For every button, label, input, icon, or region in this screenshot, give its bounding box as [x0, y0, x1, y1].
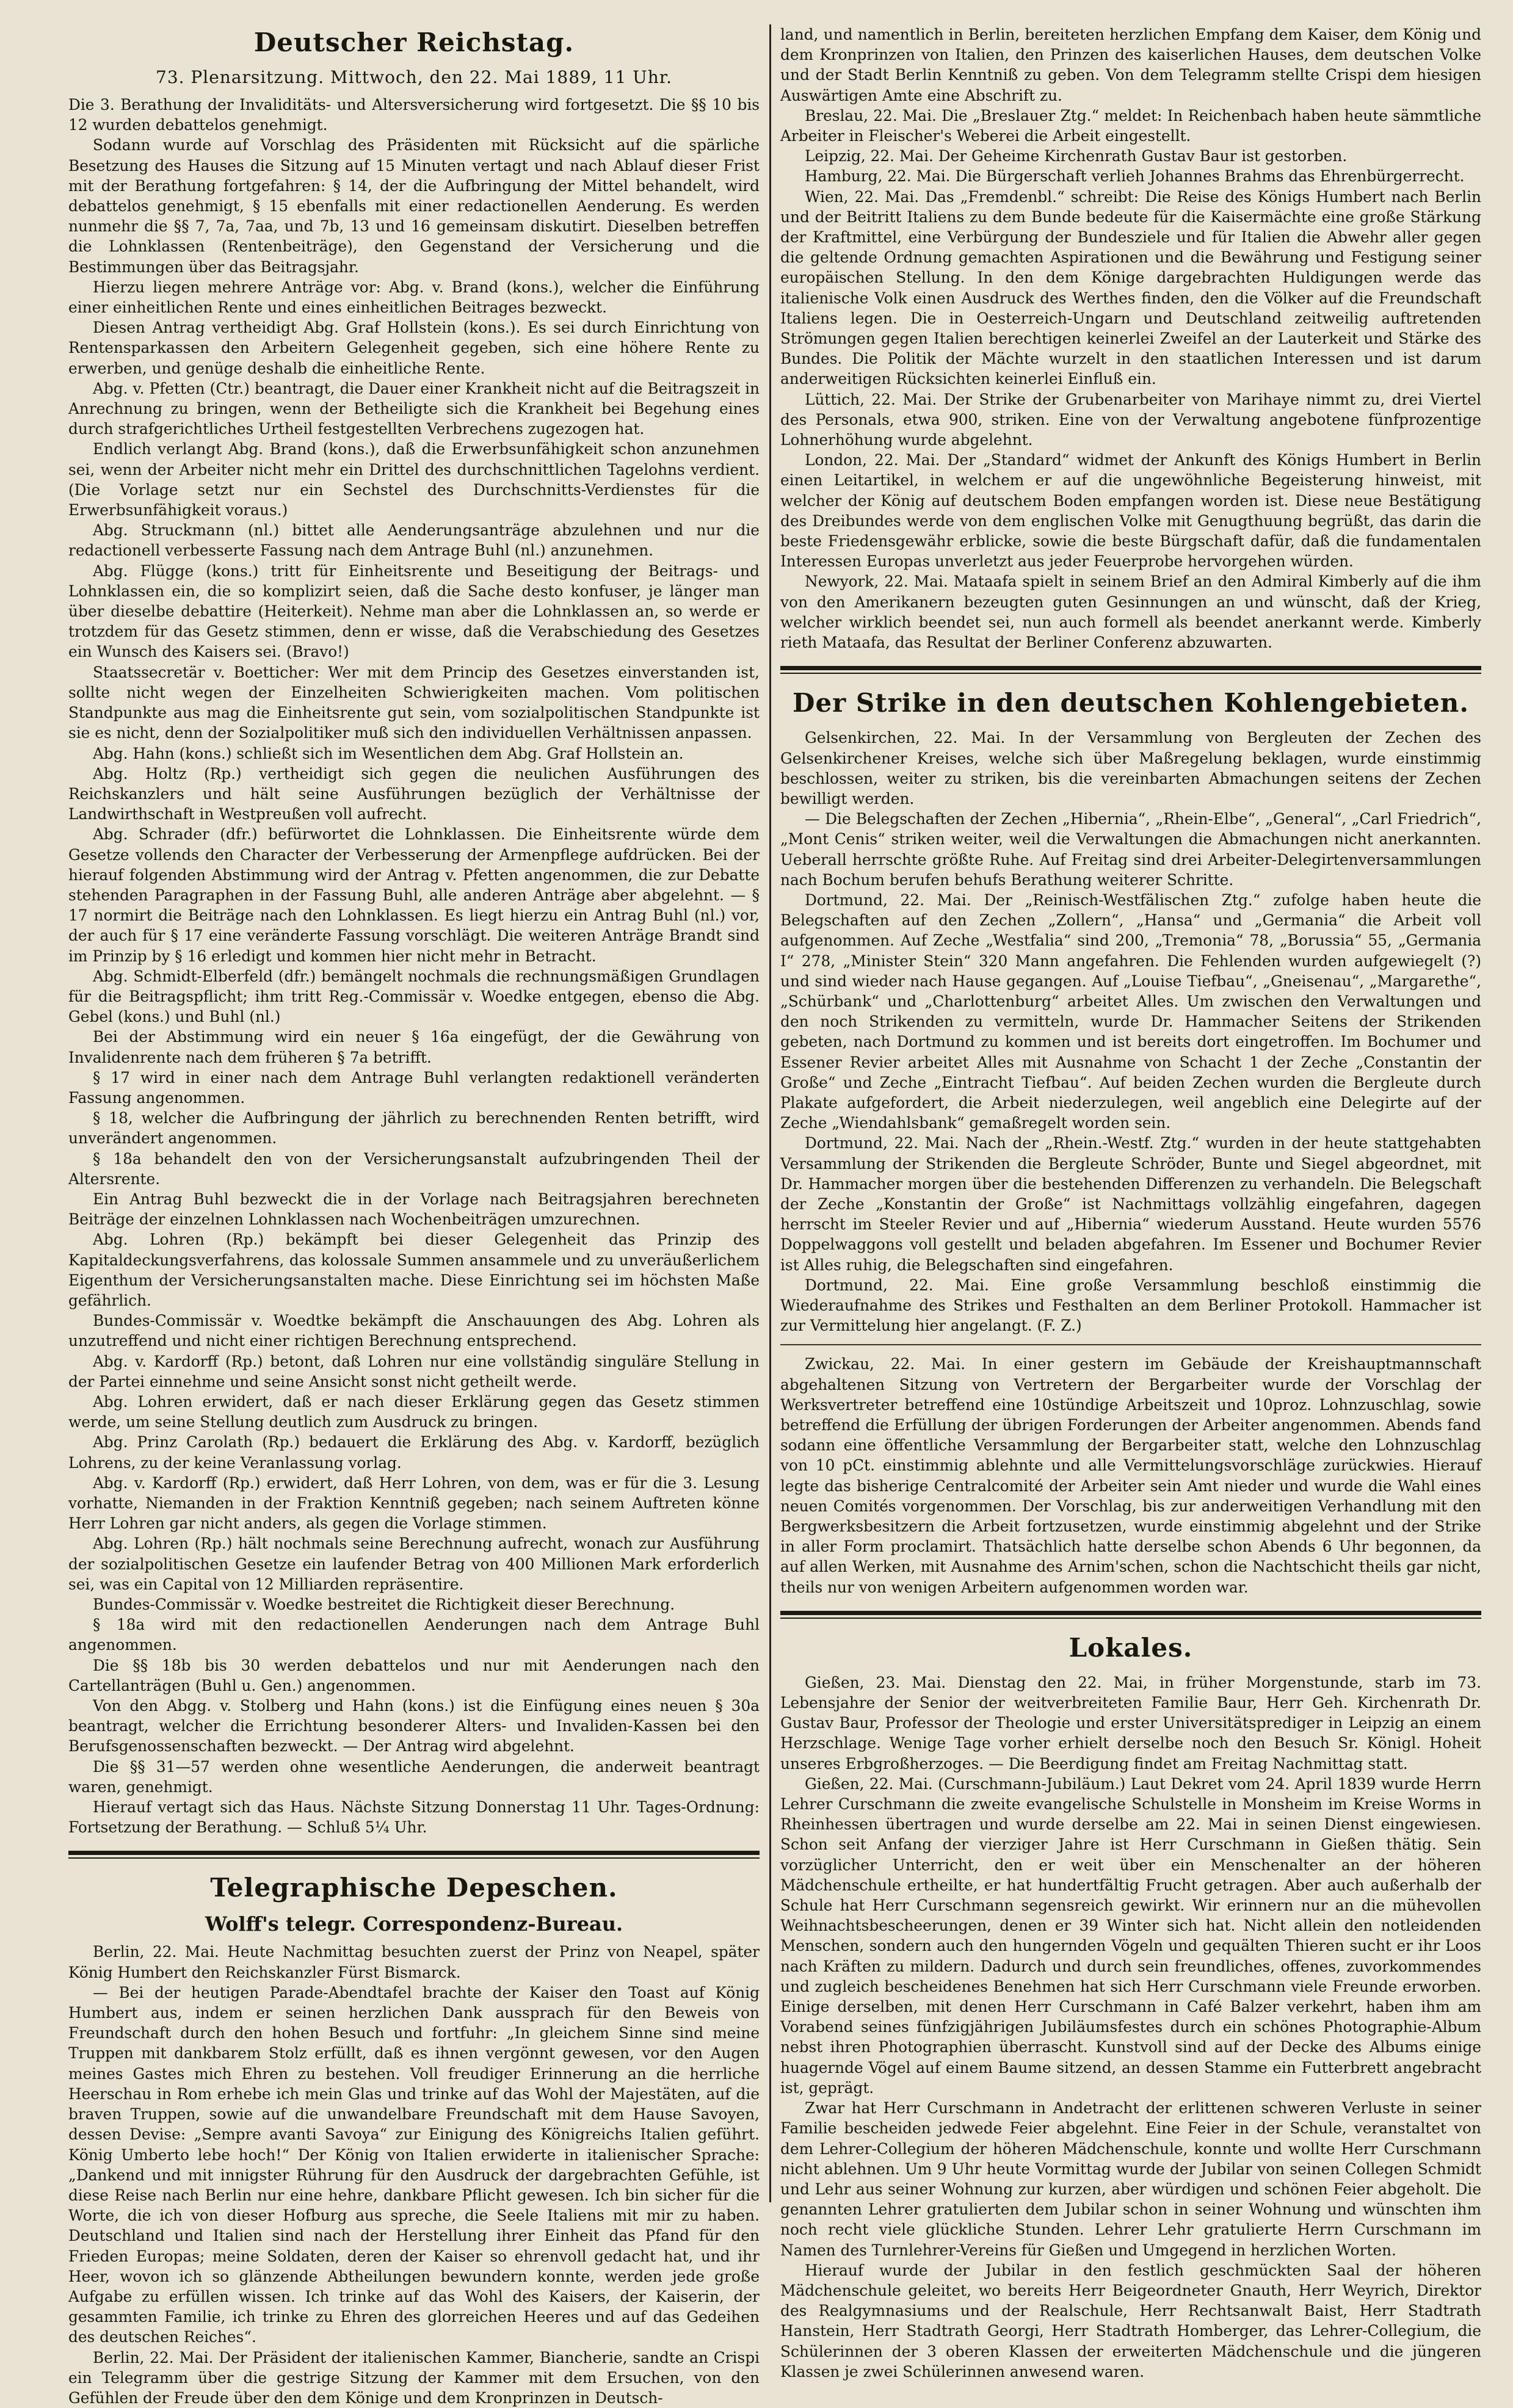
paragraph: Gießen, 22. Mai. (Curschmann-Jubiläum.) Laut Dekret vom 24. April 1839 wurde Herrn Lehrer Curschmann die zweite evangelische Schulstelle in Monsheim im Kreise Worms in Rheinhessen übertragen und wurde derselbe am 22. Mai in seinen Dienst eingewiesen. Schon seit Anfang der vierziger Jahre ist Herr Curschmann in Gießen thätig. Sein vorzüglicher Unterricht, den er weit über ein Menschenalter an der höheren Mädchenschule ertheilte, er hat hundertfältig Frucht getragen. Aber auch außerhalb der Schule hat Herr Curschmann segensreich gewirkt. Wir erinnern nur an die mühevollen Weihnachtsbescheerungen, denen er 39 Winter sich hat. Nicht allein den notleidenden Menschen, sondern auch den hungernden Vögeln und gequälten Thieren sucht er ihr Loos nach Kräften zu mildern. Dadurch und durch sein freundliches, offenes, zuvorkommendes und zugleich bescheidenes Benehmen hat sich Herr Curschmann viele Freunde erworben. Einige derselben, mit denen Herr Curschmann in Café Balzer verkehrt, haben ihm am Vorabend seines fünfzigjährigen Jubiläumsfestes durch ein schönes Photographie-Album nebst ihren Photographien überrascht. Kunstvoll sind auf der Decke des Albums einige huagernde Vögel auf einem Baume sitzend, an dessen Stamme ein Futterbrett angebracht ist, geprägt. [780, 1774, 1481, 2097]
paragraph: Abg. Hahn (kons.) schließt sich im Wesentlichen dem Abg. Graf Hollstein an. [93, 744, 684, 762]
paragraph: Abg. Holtz (Rp.) vertheidigt sich gegen die neulichen Ausführungen des Reichskanzlers und hält seine Ausführungen bezüglich der Verhältnisse der Landwirthschaft in Westpreußen voll aufrecht. [68, 764, 760, 823]
paragraph: Abg. v. Kardorff (Rp.) betont, daß Lohren nur eine vollständig singuläre Stellung in der Partei einnehme und seine Ansicht sonst nicht getheilt werde. [68, 1352, 760, 1390]
telegraph-body [68, 1942, 760, 2408]
paragraph: London, 22. Mai. Der „Standard“ widmet der Ankunft des Königs Humbert in Berlin einen Leitartikel, in welchem er auf die ungewöhnliche Begeisterung hinweist, mit welcher der König auf deutschem Boden empfangen worden ist. Diese neue Bestätigung des Dreibundes werde von dem englischen Volke mit Genugthuung begrüßt, das darin die beste Friedensgewähr erblicke, sowie die beste Bürgschaft dafür, daß die fundamentalen Interessen Europas unverletzt aus jeder Feuerprobe hervorgehen würden. [780, 451, 1481, 571]
paragraph: Hamburg, 22. Mai. Die Bürgerschaft verlieh Johannes Brahms das Ehrenbürgerrecht. [805, 167, 1465, 186]
section-rule-thin [780, 1618, 1481, 1619]
paragraph: Lüttich, 22. Mai. Der Strike der Grubenarbeiter von Marihaye nimmt zu, drei Viertel des Personals, etwa 900, striken. Eine von der Verwaltung angebotene fünfprozentige Lohnerhöhung wurde abgelehnt. [780, 390, 1481, 449]
local-body [780, 1672, 1481, 2382]
paragraph: Zwar hat Herr Curschmann in Andetracht der erlittenen schweren Verluste in seiner Familie bescheiden jedwede Feier abgelehnt. Eine Feier in der Schule, veranstaltet von dem Lehrer-Collegium der höheren Mädchenschule, konnte und wollte Herr Curschmann nicht ablehnen. Um 9 Uhr heute Vormittag wurde der Jubilar von seinen Collegen Schmidt und Lehr aus seiner Wohnung zur kurzen, aber würdigen und schönen Feier abgeholt. Die genannten Lehrer gratulierten dem Jubilar schon in seiner Wohnung und wünschten ihm noch recht viele glückliche Stunden. Lehrer Lehr gratulierte Herrn Curschmann im Namen des Turnlehrer-Vereins für Gießen und Umgegend in herzlichen Worten. [780, 2099, 1481, 2259]
column-divider [769, 24, 771, 2202]
paragraph: Abg. Schrader (dfr.) befürwortet die Lohnklassen. Die Einheitsrente würde dem Gesetze vollends den Character der Verbesserung der Armenpflege aufdrücken. Bei der hierauf folgenden Abstimmung wird der Antrag v. Pfetten angenommen, die zur Debatte stehenden Paragraphen in der Fassung Buhl, alle anderen Anträge aber abgelehnt. — § 17 normirt die Beiträge nach den Lohnklassen. Es liegt hierzu ein Antrag Buhl (nl.) vor, der auch für § 17 eine veränderte Fassung vorschlägt. Die weiteren Anträge Brandt sind im Prinzip by § 16 erledigt und kommen hier nicht mehr in Betracht. [68, 825, 760, 965]
paragraph: § 18a wird mit den redactionellen Aenderungen nach dem Antrage Buhl angenommen. [68, 1616, 760, 1654]
paragraph: land, und namentlich in Berlin, bereiteten herzlichen Empfang dem Kaiser, dem König und dem Kronprinzen von Italien, den Prinzen des kaiserlichen Hauses, dem deutschen Volke und der Stadt Berlin Kenntniß zu geben. Von dem Telegramm stellte Crispi dem hiesigen Auswärtigen Amte eine Abschrift zu. [780, 26, 1481, 104]
paragraph: Dortmund, 22. Mai. Nach der „Rhein.-Westf. Ztg.“ wurden in der heute stattgehabten Versammlung der Strikenden die Bergleute Schröder, Bunte und Siegel abgeordnet, mit Dr. Hammacher morgen über die bestehenden Differenzen zu verhandeln. Die Belegschaft der Zeche „Konstantin der Große“ ist Nachmittags vollzählig eingefahren, dagegen herrscht im Steeler Revier und auf „Hibernia“ wiederum Ausstand. Heute wurden 5576 Doppelwaggons voll gestellt und beladen abgefahren. Im Essener und Bochumer Revier ist Alles ruhig, die Belegschaften sind eingefahren. [780, 1134, 1481, 1274]
paragraph: Diesen Antrag vertheidigt Abg. Graf Hollstein (kons.). Es sei durch Einrichtung von Rentensparkassen den Arbeitern Gelegenheit gegeben, sich eine höhere Rente zu erwerben, und genüge deshalb die einheitliche Rente. [68, 319, 760, 377]
telegraph-continued [780, 24, 1481, 653]
section-rule-heavy [68, 1851, 760, 1855]
paragraph: § 18, welcher die Aufbringung der jährlich zu berechnenden Renten betrifft, wird unverändert angenommen. [68, 1109, 760, 1148]
strike-body [780, 728, 1481, 1597]
paragraph: Abg. v. Pfetten (Ctr.) beantragt, die Dauer einer Krankheit nicht auf die Beitragszeit in Anrechnung zu bringen, wenn der Betheiligte sich die Krankheit bei Begehung eines durch strafgerichtliches Urtheil festgestellten Verbrechens zugezogen hat. [68, 379, 760, 438]
right-column [780, 24, 1481, 2381]
paragraph: Hierauf wurde der Jubilar in den festlich geschmückten Saal der höheren Mädchenschule geleitet, wo bereits Herr Beigeordneter Gnauth, Herr Weyrich, Direktor des Realgymnasiums und der Realschule, Herr Rechtsanwalt Baist, Herr Stadtrath Hanstein, Herr Stadtrath Georgi, Herr Stadtrath Homberger, das Lehrer-Collegium, die Schülerinnen der 3 oberen Klassen der erweiterten Mädchenschule und die jüngeren Klassen je zwei Schülerinnen anwesend waren. [780, 2261, 1481, 2381]
paragraph: Zwickau, 22. Mai. In einer gestern im Gebäude der Kreishauptmannschaft abgehaltenen Sitzung von Vertretern der Bergarbeiter wurde der Vorschlag der Werksvertreter betreffend eine 10stündige Arbeitszeit und 10proz. Lohnzuschlag, sowie betreffend die Erfüllung der übrigen Forderungen der Arbeiter angenommen. Abends fand sodann eine öffentliche Versammlung der Bergarbeiter statt, welche den Lohnzuschlag von 10 pCt. einstimmig ablehnte und alle Vermittelungsvorschläge zurückwies. Hierauf legte das bisherige Centralcomité der Arbeiter sein Amt nieder und wurde die Wahl eines neuen Comités vorgenommen. Der Vorschlag, bis zur anderweitigen Verhandlung mit den Bergwerksbesitzern die Arbeit fortzusetzen, wurde einstimmig abgelehnt und der Strike in aller Form proclamirt. Thatsächlich hatte derselbe schon Abends 6 Uhr begonnen, da auf allen Werken, mit Ausnahme des Arnim'schen, schon die Nachtschicht theils gar nicht, theils nur von wenigen Arbeitern aufgenommen worden war. [780, 1355, 1481, 1596]
paragraph: Die 3. Berathung der Invaliditäts- und Altersversicherung wird fortgesetzt. Die §§ 10 bis 12 wurden debattelos genehmigt. [68, 96, 760, 134]
paragraph: § 18a behandelt den von der Versicherungsanstalt aufzubringenden Theil der Altersrente. [68, 1149, 760, 1188]
paragraph: Dortmund, 22. Mai. Der „Reinisch-Westfälischen Ztg.“ zufolge haben heute die Belegschaften auf den Zechen „Zollern“, „Hansa“ und „Germania“ die Arbeit voll aufgenommen. Auf Zeche „Westfalia“ sind 200, „Tremonia“ 78, „Borussia“ 55, „Germania I“ 278, „Minister Stein“ 320 Mann angefahren. Die Fehlenden wurden aufgewiegelt (?) und sind wieder nach Hause gegangen. Auf „Louise Tiefbau“, „Gneisenau“, „Margarethe“, „Schürbank“ und „Charlottenburg“ arbeitet Alles. Um zwischen den Verwaltungen und den noch Strikenden zu vermitteln, wurde Dr. Hammacher Seitens der Strikenden gebeten, nach Dortmund zu kommen und ist bereits dort eingetroffen. Im Bochumer und Essener Revier arbeitet Alles mit Ausnahme von Schacht 1 der Zeche „Constantin der Große“ und Zeche „Eintracht Tiefbau“. Auf beiden Zechen wurden die Bergleute durch Plakate aufgefordert, die Arbeit niederzulegen, weil angeblich eine Delegirte auf der Zeche „Wiendahlsbank“ gemaßregelt worden sein. [780, 891, 1481, 1132]
telegraph-subtitle: Wolff's telegr. Correspondenz-Bureau. [205, 1912, 623, 1936]
reichstag-dateline: 73. Plenarsitzung. Mittwoch, den 22. Mai 1889, 11 Uhr. [156, 67, 672, 87]
paragraph: Leipzig, 22. Mai. Der Geheime Kirchenrath Gustav Baur ist gestorben. [805, 147, 1348, 165]
paragraph: Abg. Lohren erwidert, daß er nach dieser Erklärung gegen das Gesetz stimmen werde, um seine Stellung deutlich zum Ausdruck zu bringen. [68, 1393, 760, 1431]
paragraph: Bei der Abstimmung wird ein neuer § 16a eingefügt, der die Gewährung von Invalidenrente nach dem früheren § 7a betrifft. [68, 1028, 760, 1066]
paragraph: § 17 wird in einer nach dem Antrage Buhl verlangten redaktionell veränderten Fassung angenommen. [68, 1068, 760, 1107]
paragraph: Gelsenkirchen, 22. Mai. In der Versammlung von Bergleuten der Zechen des Gelsenkirchener Kreises, welche sich über Maßregelung beklagen, wurde einstimmig beschlossen, weiter zu striken, bis die vereinbarten Abmachungen seitens der Zechen bewilligt werden. [780, 729, 1481, 808]
section-rule-thin [780, 673, 1481, 674]
paragraph: — Bei der heutigen Parade-Abendtafel brachte der Kaiser den Toast auf König Humbert aus, indem er seinen herzlichen Dank aussprach für den Beweis von Freundschaft durch den hohen Besuch und fortfuhr: „In gleichem Sinne sind meine Truppen mit dankbarem Stolz erfüllt, daß es ihnen vergönnt gewesen, vor den Augen meines Gastes mich Ehren zu bestehen. Voll freudiger Erinnerung an die herrliche Heerschau in Rom erhebe ich mein Glas und trinke auf das Wohl der Majestäten, auf die braven Truppen, sowie auf die unwandelbare Freundschaft mit dem Hause Savoyen, dessen Devise: „Sempre avanti Savoya“ zur Einigung des Königreichs Italien geführt. König Umberto lebe hoch!“ Der König von Italien erwiderte in italienischer Sprache: „Dankend und mit innigster Rührung für den Ausdruck der dargebrachten Gefühle, ist diese Reise nach Berlin nur eine hehre, dankbare Pflicht gewesen. Ich bin sicher für die Worte, die ich von dieser Hofburg aus spreche, die Seele Italiens mit mir zu haben. Deutschland und Italien sind nach der Herstellung ihrer Einheit das Pfand für den Frieden Europas; meine Soldaten, deren der Kaiser so ehrenvoll gedacht hat, und ihr Heer, wovon ich so glänzende Abtheilungen bewundern konnte, werden jede große Aufgabe zu erfüllen wissen. Ich trinke auf das Wohl des Kaisers, der Kaiserin, der gesammten Familie, ich trinke zu Ehren des glorreichen Heeres und auf das Gedeihen des deutschen Reiches“. [68, 1983, 760, 2346]
paragraph: Endlich verlangt Abg. Brand (kons.), daß die Erwerbsunfähigkeit schon anzunehmen sei, wenn der Arbeiter nicht mehr ein Drittel des durchschnittlichen Tagelohns verdient. (Die Vorlage setzt nur ein Sechstel des Durchschnitts-Verdienstes für die Erwerbsunfähigkeit voraus.) [68, 440, 760, 519]
left-column [68, 24, 760, 2407]
paragraph: Berlin, 22. Mai. Der Präsident der italienischen Kammer, Biancherie, sandte an Crispi ein Telegramm über die gestrige Sitzung der Kammer mit dem Ersuchen, von den Gefühlen der Freude über den dem Könige und dem Kronprinzen in Deutsch- [68, 2348, 760, 2407]
paragraph: Hierzu liegen mehrere Anträge vor: Abg. v. Brand (kons.), welcher die Einführung einer einheitlichen Rente und eines einheitlichen Beitrages bezweckt. [68, 278, 760, 317]
paragraph: Sodann wurde auf Vorschlag des Präsidenten mit Rücksicht auf die spärliche Besetzung des Hauses die Sitzung auf 15 Minuten vertagt und nach Ablauf dieser Frist mit der Berathung fortgefahren: § 14, der die Aufbringung der Mittel behandelt, wird debattelos genehmigt, § 15 ebenfalls mit einer redactionellen Aenderung. Es werden nunmehr die §§ 7, 7a, 7aa, und 7b, 13 und 16 gemeinsam diskutirt. Dieselben betreffen die Lohnklassen (Rentenbeiträge), den Gegenstand der Versicherung und die Bestimmungen über das Beitragsjahr. [68, 136, 760, 276]
reichstag-title: Deutscher Reichstag. [253, 27, 575, 57]
section-rule-thin [68, 1857, 760, 1859]
paragraph: Wien, 22. Mai. Das „Fremdenbl.“ schreibt: Die Reise des Königs Humbert nach Berlin und der Beitritt Italiens zu dem Bunde bedeute für die Kaisermächte eine große Stärkung der Kraftmittel, eine Verbürgung der Bundesziele und für Italien die Abwehr aller gegen die geltende Ordnung gemachten Aspirationen und die Bewährung und Festigung seiner europäischen Stellung. In den dem Könige dargebrachten Huldigungen werde das italienische Volk einen Ausdruck des Werthes finden, den die Völker auf die Freundschaft Italiens legen. Die in Oesterreich-Ungarn und Deutschland zeitweilig auftretenden Strömungen gegen Italien berechtigen keinerlei Zweifel an der Lauterkeit und Stärke des Bundes. Die Politik der Mächte wurzelt in den staatlichen Interessen und ist darum anderweitigen Rücksichten keinerlei Einfluß ein. [780, 187, 1481, 388]
paragraph: Die §§ 18b bis 30 werden debattelos und nur mit Aenderungen nach den Cartellanträgen (Buhl u. Gen.) angenommen. [68, 1656, 760, 1694]
paragraph: Abg. Lohren (Rp.) hält nochmals seine Berechnung aufrecht, wonach zur Ausführung der sozialpolitischen Gesetze ein laufender Betrag von 400 Millionen Mark erforderlich sei, was ein Capital von 12 Milliarden repräsentire. [68, 1535, 760, 1593]
paragraph: Bundes-Commissär v. Woedke bestreitet die Richtigkeit dieser Berechnung. [93, 1596, 675, 1614]
reichstag-body [68, 95, 760, 1837]
paragraph: Abg. Flügge (kons.) tritt für Einheitsrente und Beseitigung der Beitrags- und Lohnklassen ein, die so komplizirt seien, daß die Sache desto konfuser, je länger man über dieselbe debattire (Heiterkeit). Nehme man aber die Lohnklassen an, so werde er trotzdem für das Gesetz stimmen, denn er wisse, daß die Verabschiedung des Gesetzes ein Wunsch des Kaisers sei. (Bravo!) [68, 562, 760, 661]
paragraph: Abg. v. Kardorff (Rp.) erwidert, daß Herr Lohren, von dem, was er für die 3. Lesung vorhatte, Niemanden in der Fraktion Kenntniß gegeben; nach seinem Auftreten könne Herr Lohren gar nicht anders, als gegen die Vorlage stimmen. [68, 1473, 760, 1533]
section-rule-heavy [780, 1611, 1481, 1615]
paragraph: Abg. Lohren (Rp.) bekämpft bei dieser Gelegenheit das Prinzip des Kapitaldeckungsverfahrens, das kolossale Summen ansammele und zu unveräußerlichem Eigenthum der Versicherungsanstalten mache. Diese Einrichtung sei im höchsten Maße gefährlich. [68, 1231, 760, 1309]
paragraph: Breslau, 22. Mai. Die „Breslauer Ztg.“ meldet: In Reichenbach haben heute sämmtliche Arbeiter in Fleischer's Weberei die Arbeit eingestellt. [780, 106, 1481, 145]
paragraph: Staatssecretär v. Boetticher: Wer mit dem Princip des Gesetzes einverstanden ist, sollte nicht wegen der Einzelheiten Schwierigkeiten machen. Vom politischen Standpunkte aus mag die Einheitsrente gut sein, vom sozialpolitischen Standpunkte ist sie es nicht, denn der Sozialpolitiker muß sich den individuellen Verhältnissen anpassen. [68, 663, 760, 742]
section-rule-heavy [780, 666, 1481, 670]
paragraph: Die §§ 31—57 werden ohne wesentliche Aenderungen, die anderweit beantragt waren, genehmigt. [68, 1757, 760, 1796]
paragraph: Newyork, 22. Mai. Mataafa spielt in seinem Brief an den Admiral Kimberly auf die ihm von den Amerikanern bezeugten guten Gesinnungen an und wünscht, daß der Krieg, welcher wirklich beendet sei, nun auch formell als beendet anerkannt werde. Kimberly rieth Mataafa, das Resultat der Berliner Conferenz abzuwarten. [780, 573, 1481, 652]
paragraph: Berlin, 22. Mai. Heute Nachmittag besuchten zuerst der Prinz von Neapel, später König Humbert den Reichskanzler Fürst Bismarck. [68, 1943, 760, 1981]
paragraph: Ein Antrag Buhl bezweckt die in der Vorlage nach Beitragsjahren berechneten Beiträge der einzelnen Lohnklassen nach Wochenbeiträgen umzurechnen. [68, 1190, 760, 1229]
paragraph: Abg. Prinz Carolath (Rp.) bedauert die Erklärung des Abg. v. Kardorff, bezüglich Lohrens, zu der keine Veranlassung vorlag. [68, 1433, 760, 1472]
item-separator [780, 1344, 1481, 1345]
paragraph: Bundes-Commissär v. Woedtke bekämpft die Anschauungen des Abg. Lohren als unzutreffend und nicht einer richtigen Berechnung entsprechend. [68, 1312, 760, 1350]
strike-title: Der Strike in den deutschen Kohlengebieten. [793, 688, 1469, 718]
paragraph: — Die Belegschaften der Zechen „Hibernia“, „Rhein-Elbe“, „General“, „Carl Friedrich“, „Mont Cenis“ striken weiter, weil die Verwaltungen die Abmachungen nicht anerkannten. Ueberall herrschte größte Ruhe. Auf Freitag sind drei Arbeiter-Delegirtenversammlungen nach Bochum berufen behufs Berathung weiterer Schritte. [780, 810, 1481, 889]
paragraph: Abg. Struckmann (nl.) bittet alle Aenderungsanträge abzulehnen und nur die redactionell verbesserte Fassung nach dem Antrage Buhl (nl.) anzunehmen. [68, 521, 760, 560]
paragraph: Abg. Schmidt-Elberfeld (dfr.) bemängelt nochmals die rechnungsmäßigen Grundlagen für die Beitragspflicht; ihm tritt Reg.-Commissär v. Woedke entgegen, ebenso die Abg. Gebel (kons.) und Buhl (nl.) [68, 967, 760, 1026]
paragraph: Hierauf vertagt sich das Haus. Nächste Sitzung Donnerstag 11 Uhr. Tages-Ordnung: Fortsetzung der Berathung. — Schluß 5¼ Uhr. [68, 1798, 760, 1837]
local-title: Lokales. [1069, 1632, 1193, 1663]
paragraph: Gießen, 23. Mai. Dienstag den 22. Mai, in früher Morgenstunde, starb im 73. Lebensjahre der Senior der weitverbreiteten Familie Baur, Herr Geh. Kirchenrath Dr. Gustav Baur, Professor der Theologie und erster Universitätsprediger in Leipzig an einem Herzschlage. Wenige Tage vorher erhielt derselbe noch den Besuch Sr. Königl. Hoheit unseres Erbgroßherzoges. — Die Beerdigung findet am Freitag Nachmittag statt. [780, 1673, 1481, 1773]
paragraph: Von den Abgg. v. Stolberg und Hahn (kons.) ist die Einfügung eines neuen § 30a beantragt, welcher die Errichtung besonderer Alters- und Invaliden-Kassen bei den Berufsgenossenschaften bezweckt. — Der Antrag wird abgelehnt. [68, 1697, 760, 1755]
telegraph-title: Telegraphische Depeschen. [210, 1873, 618, 1903]
paragraph: Dortmund, 22. Mai. Eine große Versammlung beschloß einstimmig die Wiederaufnahme des Strikes und Festhalten an dem Berliner Protokoll. Hammacher ist zur Vermittelung hier angelangt. (F. Z.) [780, 1276, 1481, 1335]
